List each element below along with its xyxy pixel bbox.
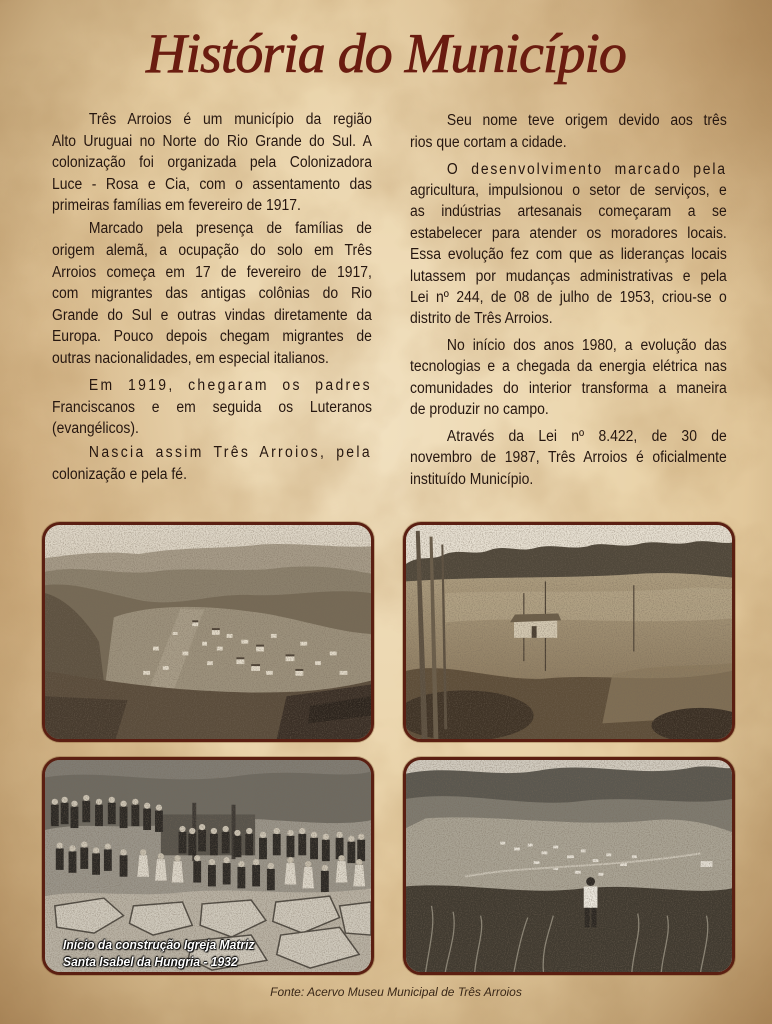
text-line: lutassem por mudanças administrativas e pela [410, 267, 727, 285]
text-line: Através da Lei nº 8.422, de 30 de [446, 427, 727, 445]
text-line: Lei nº 244, de 08 de julho de 1953, criou-se o [410, 289, 727, 307]
text-line: distrito de Três Arroios. [410, 310, 553, 328]
text-line: Europa. Pouco depois chegam migrantes de [52, 328, 372, 346]
text-line: Em 1919, chegaram os padres [88, 377, 372, 395]
left-text-column [52, 109, 372, 486]
source-credit: Fonte: Acervo Museu Municipal de Três Arroios [270, 985, 522, 999]
text-line: colonização e pela fé. [52, 466, 187, 483]
text-line: colonização foi organizada pela Colonizadora [52, 154, 372, 172]
paragraph [52, 375, 372, 440]
paragraph [410, 110, 727, 153]
text-line: comunidades do interior transforma a maneira [410, 379, 727, 397]
paragraph [52, 109, 372, 217]
text-line: O desenvolvimento marcado pela [446, 160, 727, 178]
paragraph [410, 335, 727, 421]
photo-valley-view [403, 757, 735, 975]
photo-caption-line: Início da construção Igreja Matriz [63, 937, 255, 952]
text-line: origem alemã, a ocupação do solo em Três [52, 242, 372, 260]
paragraph [410, 426, 727, 490]
text-line: Grande do Sul e outras vindas diretamente da [52, 306, 372, 324]
right-text-column [410, 110, 727, 490]
text-line: Luce - Rosa e Cia, com o assentamento das [52, 175, 372, 193]
text-line: agricultura, impulsionou o setor de serviços, e [410, 182, 727, 200]
text-line: Nascia assim Três Arroios, pela [88, 444, 372, 462]
text-line: No início dos anos 1980, a evolução das [446, 336, 727, 354]
text-line: de produzir no campo. [410, 401, 549, 419]
paragraph [52, 218, 372, 369]
text-line: rios que cortam a cidade. [410, 133, 567, 151]
photo-caption-line: Santa Isabel da Hungria - 1932 [63, 954, 238, 969]
text-line: primeiras famílias em fevereiro de 1917. [52, 197, 301, 215]
text-line: novembro de 1987, Três Arroios é oficialmente [410, 449, 727, 467]
text-line: estabelecer para atender os moradores locais. [410, 224, 727, 242]
text-line: (evangélicos). [52, 420, 139, 438]
text-line: Essa evolução fez com que as lideranças locais [410, 246, 727, 264]
photo-field-house [403, 522, 735, 742]
text-line: Arroios começa em 17 de fevereiro de 1917, [52, 263, 372, 281]
photo-town-panorama [42, 522, 374, 742]
photo-caption [63, 936, 254, 970]
paragraph [410, 159, 727, 330]
text-line: Alto Uruguai no Norte do Rio Grande do Sul. A [52, 132, 372, 150]
page-title: História do Município [146, 23, 626, 85]
text-line: outras nacionalidades, em especial italianos. [52, 350, 329, 368]
text-line: as indústrias artesanais começaram a se [410, 203, 727, 221]
text-line: Marcado pela presença de famílias de [88, 220, 372, 238]
paragraph [52, 442, 372, 485]
text-line: com migrantes das antigas colônias do Rio [52, 285, 372, 303]
text-line: Franciscanos e em seguida os Luteranos [52, 398, 372, 416]
text-line: tecnologias e a chegada da energia elétrica nas [410, 358, 727, 376]
text-line: Seu nome teve origem devido aos três [446, 112, 727, 130]
text-line: instituído Município. [410, 470, 534, 488]
text-line: Três Arroios é um município da região [88, 111, 372, 128]
